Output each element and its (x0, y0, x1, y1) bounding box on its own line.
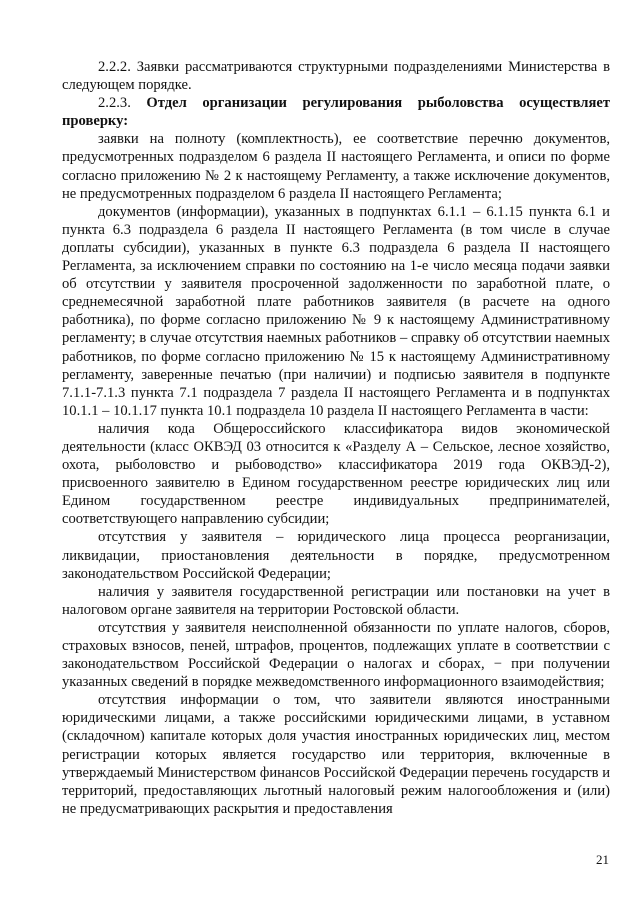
paragraph-state-registration (62, 583, 610, 619)
paragraph-2-2-2 (62, 58, 610, 94)
paragraph-bold-heading: Отдел организации регулирования рыболовства осуществляет проверку: (62, 95, 611, 130)
paragraph-no-foreign-entities (62, 691, 610, 818)
paragraph-text: наличия у заявителя государственной регистрации или постановки на учет в налоговом органе заявителя на территории Ростовской области. (62, 583, 610, 618)
page-number: 21 (596, 852, 609, 867)
paragraph-no-tax-debt (62, 619, 610, 691)
paragraph-2-2-3-heading (62, 94, 610, 130)
paragraph-text: заявки на полноту (комплектность), ее соответствие перечню документов, предусмотренных подразделом 6 раздела II настоящего Регламента, и описи по форме согласно приложению № 2 к настоящему Регламенту, а также исключение документов, не предусмотренных подразделом 6 раздела II настоящего Регламента; (62, 131, 610, 202)
paragraph-text: наличия кода Общероссийского классификатора видов экономической деятельности (класс ОКВЭД 03 относится к «Разделу А – Сельское, лесное хозяйство, охота, рыболовство и рыбоводство» классификатора 2019 года ОКВЭД-2), присвоенного заявителю в Едином государственном реестре юридических лиц или Едином государственном реестре индивидуальных предпринимателей, соответствующего направлению субсидии; (62, 420, 610, 528)
paragraph-text: отсутствия у заявителя неисполненной обязанности по уплате налогов, сборов, страховых взносов, пеней, штрафов, процентов, подлежащих уплате в соответствии с законодательством Российской Федерации о налогах и сборах, − при получении указанных сведений в порядке межведомственного информационного взаимодействия; (62, 619, 610, 691)
paragraph-text: отсутствия у заявителя – юридического лица процесса реорганизации, ликвидации, приостановления деятельности в порядке, предусмотренном законодательством Российской Федерации; (62, 529, 610, 582)
paragraph-documents-check (62, 203, 610, 420)
paragraph-text: 2.2.2. Заявки рассматриваются структурными подразделениями Министерства в следующем порядке. (62, 59, 610, 94)
paragraph-no-reorganization (62, 528, 610, 582)
paragraph-okved-code (62, 420, 610, 529)
paragraph-number: 2.2.3. (98, 95, 147, 112)
paragraph-completeness-check (62, 130, 610, 202)
document-body (62, 58, 610, 818)
paragraph-text: отсутствия информации о том, что заявители являются иностранными юридическими лицами, а также российскими юридическими лицами, в уставном (складочном) капитале которых доля участия иностранных юридических лиц, местом регистрации которых является государство или территория, включенные в утверждаемый Министерством финансов Российской Федерации перечень государств и территорий, предоставляющих льготный налоговый режим налогообложения и (или) не предусматривающих раскрытия и предоставления (62, 692, 610, 817)
paragraph-text: документов (информации), указанных в подпунктах 6.1.1 – 6.1.15 пункта 6.1 и пункта 6.3 подраздела 6 раздела II настоящего Регламента (в том числе в случае доплаты субсидии), указанных в пункте 6.3 подраздела 6 раздела II настоящего Регламента, за исключением справки по состоянию на 1-е число месяца подачи заявки об отсутствии у заявителя просроченной задолженности по заработной плате, о среднемесячной заработной плате работников заявителя (в расчете на одного работника), по форме согласно приложению № 9 к настоящему Административному регламенту; в случае отсутствия наемных работников – справку об отсутствии наемных работников, по форме согласно приложению № 15 к настоящему Административному регламенту, заверенные печатью (при наличии) и подписью заявителя в подпункте 7.1.1-7.1.3 пункта 7.1 подраздела 7 раздела II настоящего Регламента и в подпунктах 10.1.1 – 10.1.17 пункта 10.1 подраздела 10 раздела II настоящего Регламента в части: (62, 203, 610, 419)
